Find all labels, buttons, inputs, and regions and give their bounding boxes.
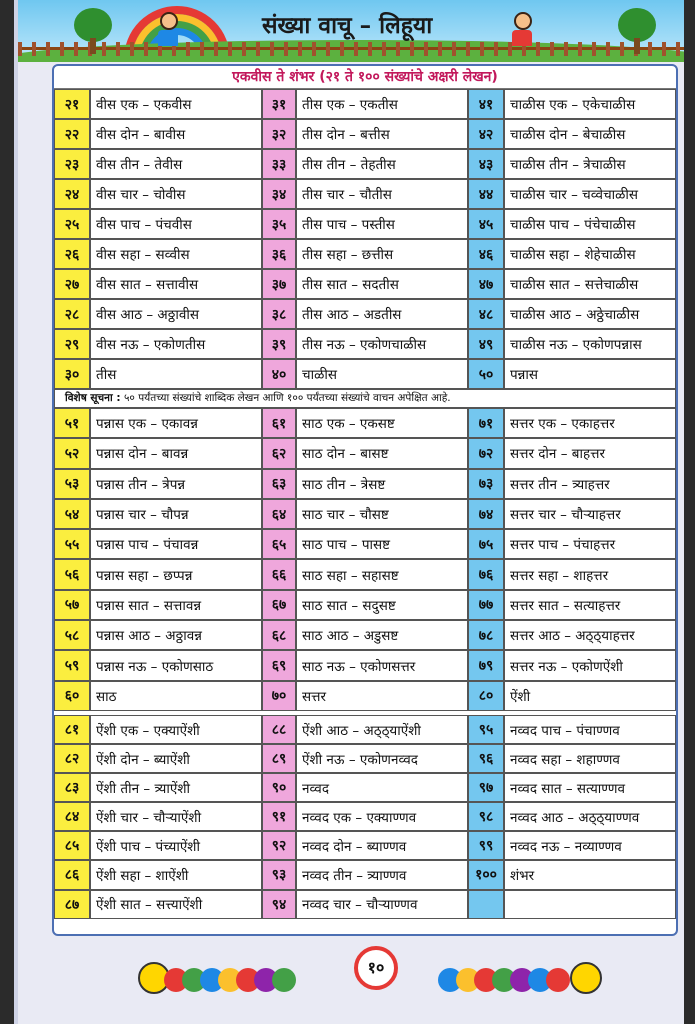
number-word-cell: ऐंशी तीन – त्र्याऐंशी: [90, 773, 262, 802]
section-51-to-80: [54, 408, 676, 711]
number-cell: ८४: [54, 802, 90, 831]
number-word-cell: नव्वद दोन – ब्याण्णव: [296, 831, 468, 860]
number-word-cell: चाळीस: [296, 359, 468, 389]
number-cell: २७: [54, 269, 90, 299]
number-word-cell: सत्तर सहा – शाहत्तर: [504, 559, 676, 589]
number-cell: ५१: [54, 408, 90, 438]
number-word-cell: ऐंशी सात – सत्त्याऐंशी: [90, 890, 262, 919]
number-word-cell: चाळीस चार – चव्वेचाळीस: [504, 179, 676, 209]
tree-left-illustration: [74, 8, 112, 42]
table-subtitle: एकवीस ते शंभर (२१ ते १०० संख्यांचे अक्षरी लेखन): [54, 66, 676, 89]
number-word-cell: नव्वद सहा – शहाण्णव: [504, 744, 676, 773]
number-word-cell: वीस सहा – सव्वीस: [90, 239, 262, 269]
number-word-cell: वीस सात – सत्तावीस: [90, 269, 262, 299]
page-title: संख्या वाचू – लिहूया: [262, 12, 433, 39]
number-cell: ४९: [468, 329, 504, 359]
number-cell: २२: [54, 119, 90, 149]
number-cell: ८०: [468, 681, 504, 711]
number-cell: ४५: [468, 209, 504, 239]
number-word-cell: चाळीस दोन – बेचाळीस: [504, 119, 676, 149]
number-cell: ८८: [262, 715, 296, 744]
caterpillar-right-illustration: [438, 968, 602, 996]
number-cell: ६७: [262, 590, 296, 620]
number-word-cell: सत्तर दोन – बाहत्तर: [504, 438, 676, 468]
number-cell: ८५: [54, 831, 90, 860]
number-cell: ६८: [262, 620, 296, 650]
number-word-cell: चाळीस सात – सत्तेचाळीस: [504, 269, 676, 299]
number-word-cell: साठ तीन – त्रेसष्ट: [296, 469, 468, 499]
number-cell: ६५: [262, 529, 296, 559]
number-word-cell: वीस तीन – तेवीस: [90, 149, 262, 179]
number-word-cell: साठ आठ – अडुसष्ट: [296, 620, 468, 650]
number-cell: ७४: [468, 499, 504, 529]
number-word-cell: नव्वद एक – एक्याण्णव: [296, 802, 468, 831]
number-word-cell: पन्नास तीन – त्रेपन्न: [90, 469, 262, 499]
number-cell: ४१: [468, 89, 504, 119]
number-word-cell: साठ नऊ – एकोणसत्तर: [296, 650, 468, 680]
number-word-cell: सत्तर एक – एकाहत्तर: [504, 408, 676, 438]
number-cell: ६४: [262, 499, 296, 529]
boy-illustration: [158, 12, 180, 46]
number-cell: ६०: [54, 681, 90, 711]
number-cell: ३८: [262, 299, 296, 329]
section-81-to-100: [54, 715, 676, 919]
number-cell: ६३: [262, 469, 296, 499]
number-cell: २१: [54, 89, 90, 119]
number-cell: ९१: [262, 802, 296, 831]
book-page: [14, 0, 684, 1024]
number-word-cell: चाळीस तीन – त्रेचाळीस: [504, 149, 676, 179]
number-cell: ३७: [262, 269, 296, 299]
number-cell: ५४: [54, 499, 90, 529]
note-text: ५० पर्यंतच्या संख्यांचे शाब्दिक लेखन आणि १०० पर्यंतच्या संख्यांचे वाचन अपेक्षित आहे.: [123, 392, 451, 404]
number-cell: ९३: [262, 860, 296, 889]
number-cell: ६१: [262, 408, 296, 438]
number-word-cell: साठ चार – चौसष्ट: [296, 499, 468, 529]
number-cell: ५०: [468, 359, 504, 389]
number-cell: २८: [54, 299, 90, 329]
number-word-cell: नव्वद सात – सत्याण्णव: [504, 773, 676, 802]
number-cell: ६६: [262, 559, 296, 589]
number-word-cell: सत्तर: [296, 681, 468, 711]
number-word-cell: साठ सहा – सहासष्ट: [296, 559, 468, 589]
number-word-cell: पन्नास दोन – बावन्न: [90, 438, 262, 468]
special-note: [54, 389, 676, 408]
number-cell: ९९: [468, 831, 504, 860]
number-cell: ५२: [54, 438, 90, 468]
number-cell: ६९: [262, 650, 296, 680]
number-word-cell: सत्तर पाच – पंचाहत्तर: [504, 529, 676, 559]
note-label: विशेष सूचना :: [65, 392, 121, 404]
number-word-cell: साठ एक – एकसष्ट: [296, 408, 468, 438]
number-word-cell: वीस नऊ – एकोणतीस: [90, 329, 262, 359]
number-word-cell: पन्नास सहा – छप्पन्न: [90, 559, 262, 589]
number-cell: २५: [54, 209, 90, 239]
number-cell: ८२: [54, 744, 90, 773]
number-cell: ८६: [54, 860, 90, 889]
number-cell: २६: [54, 239, 90, 269]
number-cell: ८७: [54, 890, 90, 919]
number-cell: ७८: [468, 620, 504, 650]
number-cell: ७१: [468, 408, 504, 438]
page-number-clock: [354, 946, 398, 990]
number-cell: ४४: [468, 179, 504, 209]
number-word-cell: सत्तर नऊ – एकोणऐंशी: [504, 650, 676, 680]
number-word-cell: ऐंशी दोन – ब्याऐंशी: [90, 744, 262, 773]
number-word-cell: ऐंशी: [504, 681, 676, 711]
number-word-cell: पन्नास चार – चौपन्न: [90, 499, 262, 529]
number-cell: ३९: [262, 329, 296, 359]
number-word-cell: नव्वद नऊ – नव्याण्णव: [504, 831, 676, 860]
number-word-cell: वीस दोन – बावीस: [90, 119, 262, 149]
number-word-cell: चाळीस नऊ – एकोणपन्नास: [504, 329, 676, 359]
number-word-cell: ऐंशी नऊ – एकोणनव्वद: [296, 744, 468, 773]
tree-right-illustration: [618, 8, 656, 42]
number-cell: ७७: [468, 590, 504, 620]
caterpillar-left-illustration: [138, 968, 296, 996]
number-names-table: [52, 64, 678, 936]
number-cell: २३: [54, 149, 90, 179]
number-word-cell: नव्वद तीन – त्र्याण्णव: [296, 860, 468, 889]
number-cell: ३६: [262, 239, 296, 269]
girl-illustration: [512, 12, 534, 46]
number-cell: ९८: [468, 802, 504, 831]
number-cell: ३२: [262, 119, 296, 149]
number-word-cell: चाळीस सहा – शेहेचाळीस: [504, 239, 676, 269]
number-cell: ५६: [54, 559, 90, 589]
number-word-cell: पन्नास आठ – अठ्ठावन्न: [90, 620, 262, 650]
number-cell: १००: [468, 860, 504, 889]
number-cell: ३३: [262, 149, 296, 179]
number-cell: ७६: [468, 559, 504, 589]
number-cell: ५८: [54, 620, 90, 650]
fence-illustration: [18, 42, 684, 56]
number-word-cell: पन्नास एक – एकावन्न: [90, 408, 262, 438]
number-word-cell: पन्नास नऊ – एकोणसाठ: [90, 650, 262, 680]
number-cell: ५९: [54, 650, 90, 680]
number-word-cell: तीस सात – सदतीस: [296, 269, 468, 299]
number-word-cell: साठ सात – सदुसष्ट: [296, 590, 468, 620]
number-word-cell: तीस: [90, 359, 262, 389]
number-word-cell: वीस चार – चोवीस: [90, 179, 262, 209]
number-cell: ९७: [468, 773, 504, 802]
number-cell: ४७: [468, 269, 504, 299]
section-21-to-50: [54, 89, 676, 389]
number-cell: ३०: [54, 359, 90, 389]
number-word-cell: ऐंशी एक – एक्याऐंशी: [90, 715, 262, 744]
number-word-cell: ऐंशी आठ – अठ्ठ्याऐंशी: [296, 715, 468, 744]
number-word-cell: सत्तर आठ – अठ्ठ्याहत्तर: [504, 620, 676, 650]
number-cell: ३४: [262, 179, 296, 209]
number-cell: ८३: [54, 773, 90, 802]
number-cell: ९५: [468, 715, 504, 744]
number-cell: ७९: [468, 650, 504, 680]
number-cell: ५३: [54, 469, 90, 499]
number-cell: ४०: [262, 359, 296, 389]
number-word-cell: तीस नऊ – एकोणचाळीस: [296, 329, 468, 359]
number-word-cell: ऐंशी चार – चौऱ्याऐंशी: [90, 802, 262, 831]
number-cell: ८१: [54, 715, 90, 744]
number-cell: ४३: [468, 149, 504, 179]
number-word-cell: सत्तर सात – सत्याहत्तर: [504, 590, 676, 620]
number-word-cell: पन्नास: [504, 359, 676, 389]
number-word-cell: [504, 890, 676, 919]
number-word-cell: पन्नास सात – सत्तावन्न: [90, 590, 262, 620]
number-word-cell: वीस एक – एकवीस: [90, 89, 262, 119]
number-word-cell: चाळीस पाच – पंचेचाळीस: [504, 209, 676, 239]
number-cell: ९४: [262, 890, 296, 919]
number-word-cell: वीस आठ – अठ्ठावीस: [90, 299, 262, 329]
number-cell: ७५: [468, 529, 504, 559]
number-word-cell: सत्तर चार – चौऱ्याहत्तर: [504, 499, 676, 529]
number-word-cell: साठ: [90, 681, 262, 711]
number-cell: ९६: [468, 744, 504, 773]
number-cell: ६२: [262, 438, 296, 468]
number-cell: ९२: [262, 831, 296, 860]
number-cell: ४२: [468, 119, 504, 149]
number-word-cell: वीस पाच – पंचवीस: [90, 209, 262, 239]
number-word-cell: नव्वद पाच – पंचाण्णव: [504, 715, 676, 744]
number-cell: ७२: [468, 438, 504, 468]
number-word-cell: नव्वद आठ – अठ्ठ्याण्णव: [504, 802, 676, 831]
number-cell: २४: [54, 179, 90, 209]
number-word-cell: तीस दोन – बत्तीस: [296, 119, 468, 149]
number-word-cell: तीस तीन – तेहतीस: [296, 149, 468, 179]
number-word-cell: साठ पाच – पासष्ट: [296, 529, 468, 559]
number-word-cell: चाळीस एक – एकेचाळीस: [504, 89, 676, 119]
number-word-cell: शंभर: [504, 860, 676, 889]
number-word-cell: तीस सहा – छत्तीस: [296, 239, 468, 269]
page-footer-illustration: [18, 938, 684, 1024]
number-word-cell: पन्नास पाच – पंचावन्न: [90, 529, 262, 559]
number-word-cell: तीस एक – एकतीस: [296, 89, 468, 119]
number-word-cell: तीस पाच – पस्तीस: [296, 209, 468, 239]
number-cell: ८९: [262, 744, 296, 773]
number-cell: ३१: [262, 89, 296, 119]
number-cell: ७०: [262, 681, 296, 711]
number-word-cell: ऐंशी पाच – पंच्याऐंशी: [90, 831, 262, 860]
page-number: १०: [367, 958, 385, 977]
number-word-cell: ऐंशी सहा – शाऐंशी: [90, 860, 262, 889]
number-word-cell: नव्वद चार – चौऱ्याण्णव: [296, 890, 468, 919]
number-cell: ४६: [468, 239, 504, 269]
number-cell: [468, 890, 504, 919]
number-word-cell: नव्वद: [296, 773, 468, 802]
number-cell: ३५: [262, 209, 296, 239]
number-word-cell: चाळीस आठ – अठ्ठेचाळीस: [504, 299, 676, 329]
number-word-cell: साठ दोन – बासष्ट: [296, 438, 468, 468]
number-cell: ९०: [262, 773, 296, 802]
number-cell: २९: [54, 329, 90, 359]
number-cell: ५५: [54, 529, 90, 559]
page-header-illustration: [18, 0, 684, 62]
number-cell: ५७: [54, 590, 90, 620]
number-word-cell: तीस आठ – अडतीस: [296, 299, 468, 329]
number-word-cell: सत्तर तीन – त्र्याहत्तर: [504, 469, 676, 499]
number-word-cell: तीस चार – चौतीस: [296, 179, 468, 209]
number-cell: ७३: [468, 469, 504, 499]
number-cell: ४८: [468, 299, 504, 329]
